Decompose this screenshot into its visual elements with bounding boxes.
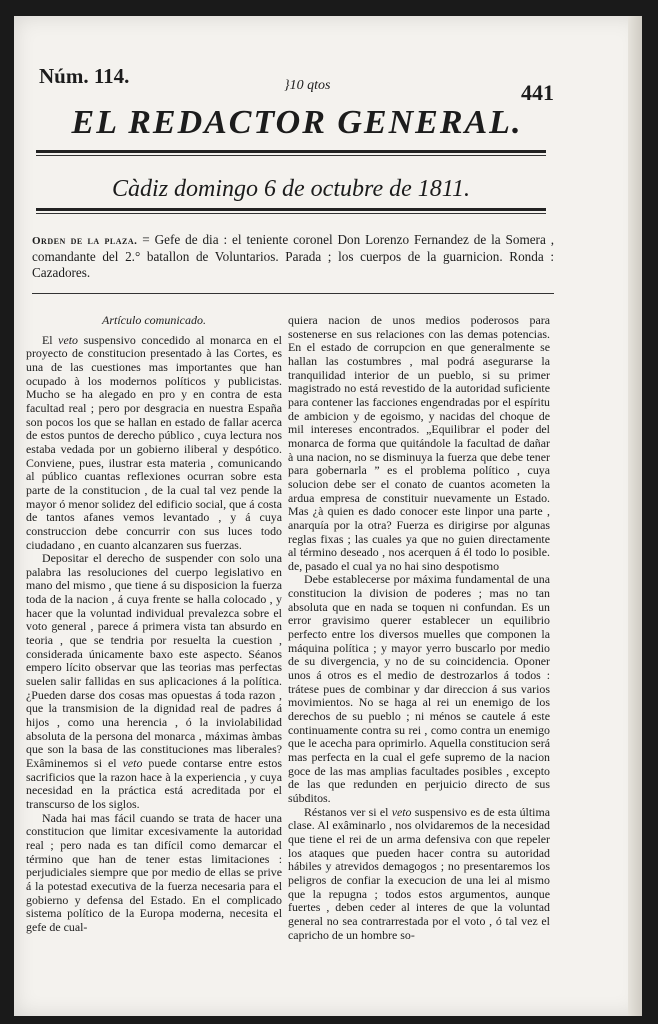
newspaper-page <box>14 16 642 1016</box>
date-rule-bottom-thin <box>36 213 546 214</box>
title-rule-top-thin <box>36 155 546 156</box>
section-divider <box>32 293 554 294</box>
handwritten-note: }10 qtos <box>284 78 331 93</box>
paragraph: Depositar el derecho de suspender con solo una palabra las resoluciones del cuerpo legislativo en mano del mismo , que tiene á su disposicion la fuerza toda de la nacion , á cuya frente se halla colocado , y hacer que la voluntad individual prevalezca sobre el voto general , parece á primera vista tan absurdo en teoria , que se tendria por resuelta la cuestion , considerada únicamente baxo este aspecto. Séanos empero lícito observar que las teorias mas perfectas suelen salir fallidas en sus aplicaciones á la política. ¿Pueden darse dos cosas mas opuestas á toda razon , que la transmision de la dignidad real de padres á hijos , como una herencia , ó la inviolabilidad absoluta de la persona del monarca , máximas àmbas que son la basa de las constituciones mas liberales? Exâminemos si el veto puede contarse entre estos sacrificios que la razon hace à la experiencia , y cuya necesidad en la práctica está acreditada por el transcurso de los siglos. <box>26 551 282 811</box>
newspaper-title: EL REDACTOR GENERAL. <box>71 104 523 141</box>
paragraph: quiera nacion de unos medios poderosos para sostenerse en sus relaciones con las demas potencias. En el estado de corrupcion en que generalmente se hallan las costumbres , mal podrá asegurarse la tranquilidad interior de un pueblo, si su primer magistrado no está revestido de la autoridad suficiente para contener las facciones engendradas por el espíritu de ambicion y de egoismo, y nacidas del choque de mil intereses encontrados. „Equilibrar el poder del monarca de forma que quitándole la facultad de dañar à una nacion, no se disminuya la fuerza que debe tener para gobernarla ” es el problema político , cuya solucion debe ser el conato de cuantos acometen la ardua empresa de constituir nuevamente un Estado. Mas ¿à quien es dado conocer este linpor una parte , anarquía por la otra? Fuerza es dirigirse por algunas reglas fixas ; las cuales ya que no guien directamente al término deseado , nos acerquen á él todo lo posible. de, pasado el cual ya no hai sino despotismo <box>288 313 550 573</box>
orden-text: Gefe de dia : el teniente coronel Don Lorenzo Fernandez de la Somera , comandante del 2.° batallon de Voluntarios. Parada ; los cuerpos de la guarnicion. Ronda : Cazadores. <box>32 232 554 280</box>
issue-number: Núm. 114. <box>39 64 130 88</box>
paragraph: El veto suspensivo concedido al monarca en el proyecto de constitucion presentado à las Cortes, es una de las cuestiones mas importantes que han ocupado à los modernos políticos y publicistas. Mucho se ha alegado en pro y en contra de esta facultad real ; pero por desgracia en nuestra España son pocos los que se hallan en estado de fallar acerca de estos puntos de derecho público , cuya lectura nos estaba vedada por un gobierno iliberal y despótico. Conviene, pues, ilustrar esta materia , comunicando al público cuantas reflexiones ocurran sobre esta parte de la constitucion , de la cual tal vez pende la mayor ó menor solidez del edificio social, que á costa de tantos afanes vemos levantado , y á cuya construccion debe concurrir con sus luces todo ciudadano , en cuanto alcanzaren sus fuerzas. <box>26 332 282 552</box>
orden-de-la-plaza: Orden de la plaza. = Gefe de dia : el teniente coronel Don Lorenzo Fernandez de la Somera , comandante del 2.° batallon de Voluntarios. Parada ; los cuerpos de la guarnicion. Ronda : Cazadores. <box>32 232 554 280</box>
column-right <box>288 314 550 942</box>
paragraph: Debe establecerse por máxima fundamental de una constitucion la division de poderes ; mas no tan absoluta que en nada se toquen ni confundan. Es un error gravisimo querer establecer un equilibrio perfecto entre los diversos muelles que componen la máquina política ; y mayor yerro buscarlo por medio de su divergencia, y no de su coincidencia. Oponer unos á otros es el medio de destrozarlos á todos : trátese pues de combinar y dar direccion á sus varios movimientos. No se haga al rei un enemigo de los derechos de su pueblo ; ni ménos se cautele á este continuamente contra su rei , como contra un enemigo que le acecha para oprimirlo. Aquella constitucion será mas perfecta en la cual el gefe supremo de la nacion goce de las mas amplias facultades posibles , excepto de las que redunden en perjuicio directo de sus súbditos. <box>288 572 550 805</box>
article-heading: Artículo comunicado. <box>102 313 206 327</box>
orden-label: Orden de la plaza. <box>32 235 138 247</box>
dateline: Càdiz domingo 6 de octubre de 1811. <box>112 176 470 202</box>
date-rule-bottom <box>36 208 546 211</box>
column-left <box>26 314 282 935</box>
page-number: 441 <box>521 80 554 105</box>
paragraph: Réstanos ver si el veto suspensivo es de esta última clase. Al exâminarlo , nos olvidaremos de la necesidad que tiene el rei de un arma defensiva con que repeler los ataques que pueden hacer contra su autoridad hábiles y atrevidos demagogos ; no presentaremos los peligros de confiar la execucion de una lei al mismo que la repugna ; todos estos argumentos, aunque fuertes , deben ceder al interes de que la voluntad general no sea contrarrestada por el voto , ó tal vez el capricho de un hombre so- <box>288 804 550 942</box>
page-edge <box>628 16 642 1016</box>
paragraph: Nada hai mas fácil cuando se trata de hacer una constitucion que limitar excesivamente la autoridad real ; pero nada es tan difícil como demarcar el término que han de tener estas limitaciones : perjudiciales siempre que por medio de ellas se prive á la potestad executiva de la fuerza necesaria para el gobierno y defensa del Estado. En el complicado sistema político de la Europa moderna, necesita el gefe de cual- <box>26 810 282 934</box>
title-rule-top <box>36 150 546 153</box>
